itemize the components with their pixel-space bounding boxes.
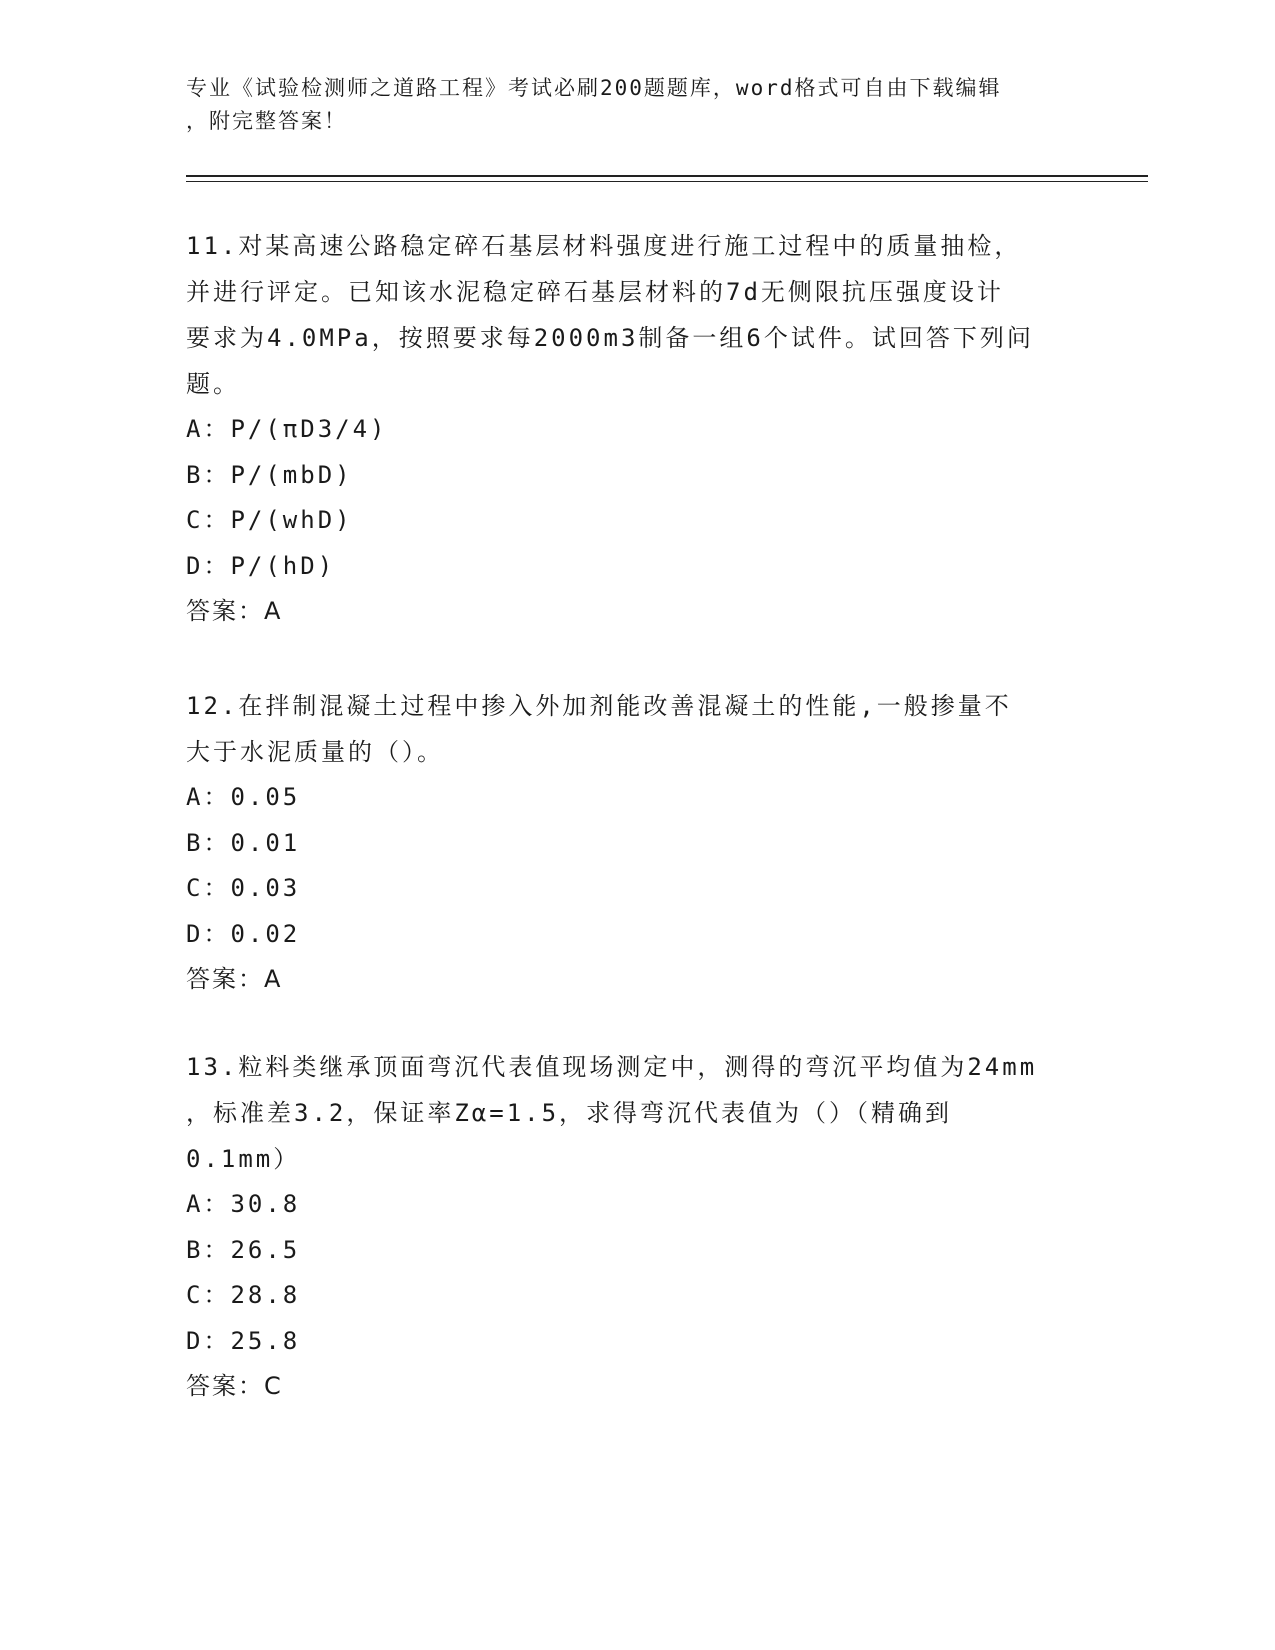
document-header bbox=[186, 72, 1066, 138]
option-d: D：25.8 bbox=[186, 1326, 301, 1355]
option-a: A：P/(πD3/4) bbox=[186, 415, 388, 443]
question-stem-line: 13.粒料类继承顶面弯沉代表值现场测定中，测得的弯沉平均值为24mm bbox=[186, 1053, 1038, 1081]
header-divider-thin bbox=[186, 181, 1148, 182]
question-stem-line: 大于水泥质量的（）。 bbox=[186, 738, 444, 766]
option-c: C：0.03 bbox=[186, 874, 301, 902]
question-stem-line: 11.对某高速公路稳定碎石基层材料强度进行施工过程中的质量抽检， bbox=[186, 232, 1022, 260]
question-stem-line: 题。 bbox=[186, 370, 240, 398]
answer-line: 答案：A bbox=[186, 597, 283, 625]
answer-line: 答案：C bbox=[186, 1372, 283, 1400]
header-line: 专业《试验检测师之道路工程》考试必刷200题题库，word格式可自由下载编辑 bbox=[186, 76, 1002, 100]
question-stem-line: 0.1mm） bbox=[186, 1145, 301, 1173]
answer-line: 答案：A bbox=[186, 965, 283, 993]
option-b: B：26.5 bbox=[186, 1235, 301, 1264]
option-c: C：28.8 bbox=[186, 1281, 301, 1309]
option-a: A：30.8 bbox=[186, 1190, 301, 1218]
question-stem-line: 12.在拌制混凝土过程中掺入外加剂能改善混凝土的性能,一般掺量不 bbox=[186, 692, 1012, 720]
option-b: B：P/(mbD) bbox=[186, 460, 353, 489]
option-b: B：0.01 bbox=[186, 828, 301, 857]
question-12 bbox=[186, 683, 1086, 1002]
question-stem-line: ，标准差3.2，保证率Zα=1.5，求得弯沉代表值为（）（精确到 bbox=[186, 1099, 953, 1127]
question-stem-line: 并进行评定。已知该水泥稳定碎石基层材料的7d无侧限抗压强度设计 bbox=[186, 278, 1004, 306]
option-c: C：P/(whD) bbox=[186, 506, 353, 534]
header-divider-thick bbox=[186, 175, 1148, 177]
question-13 bbox=[186, 1044, 1086, 1409]
option-a: A：0.05 bbox=[186, 783, 301, 811]
option-d: D：0.02 bbox=[186, 919, 301, 948]
option-d: D：P/(hD) bbox=[186, 551, 336, 580]
header-line: ，附完整答案！ bbox=[186, 109, 347, 133]
question-11 bbox=[186, 223, 1086, 634]
question-stem-line: 要求为4.0MPa，按照要求每2000m3制备一组6个试件。试回答下列问 bbox=[186, 324, 1034, 352]
